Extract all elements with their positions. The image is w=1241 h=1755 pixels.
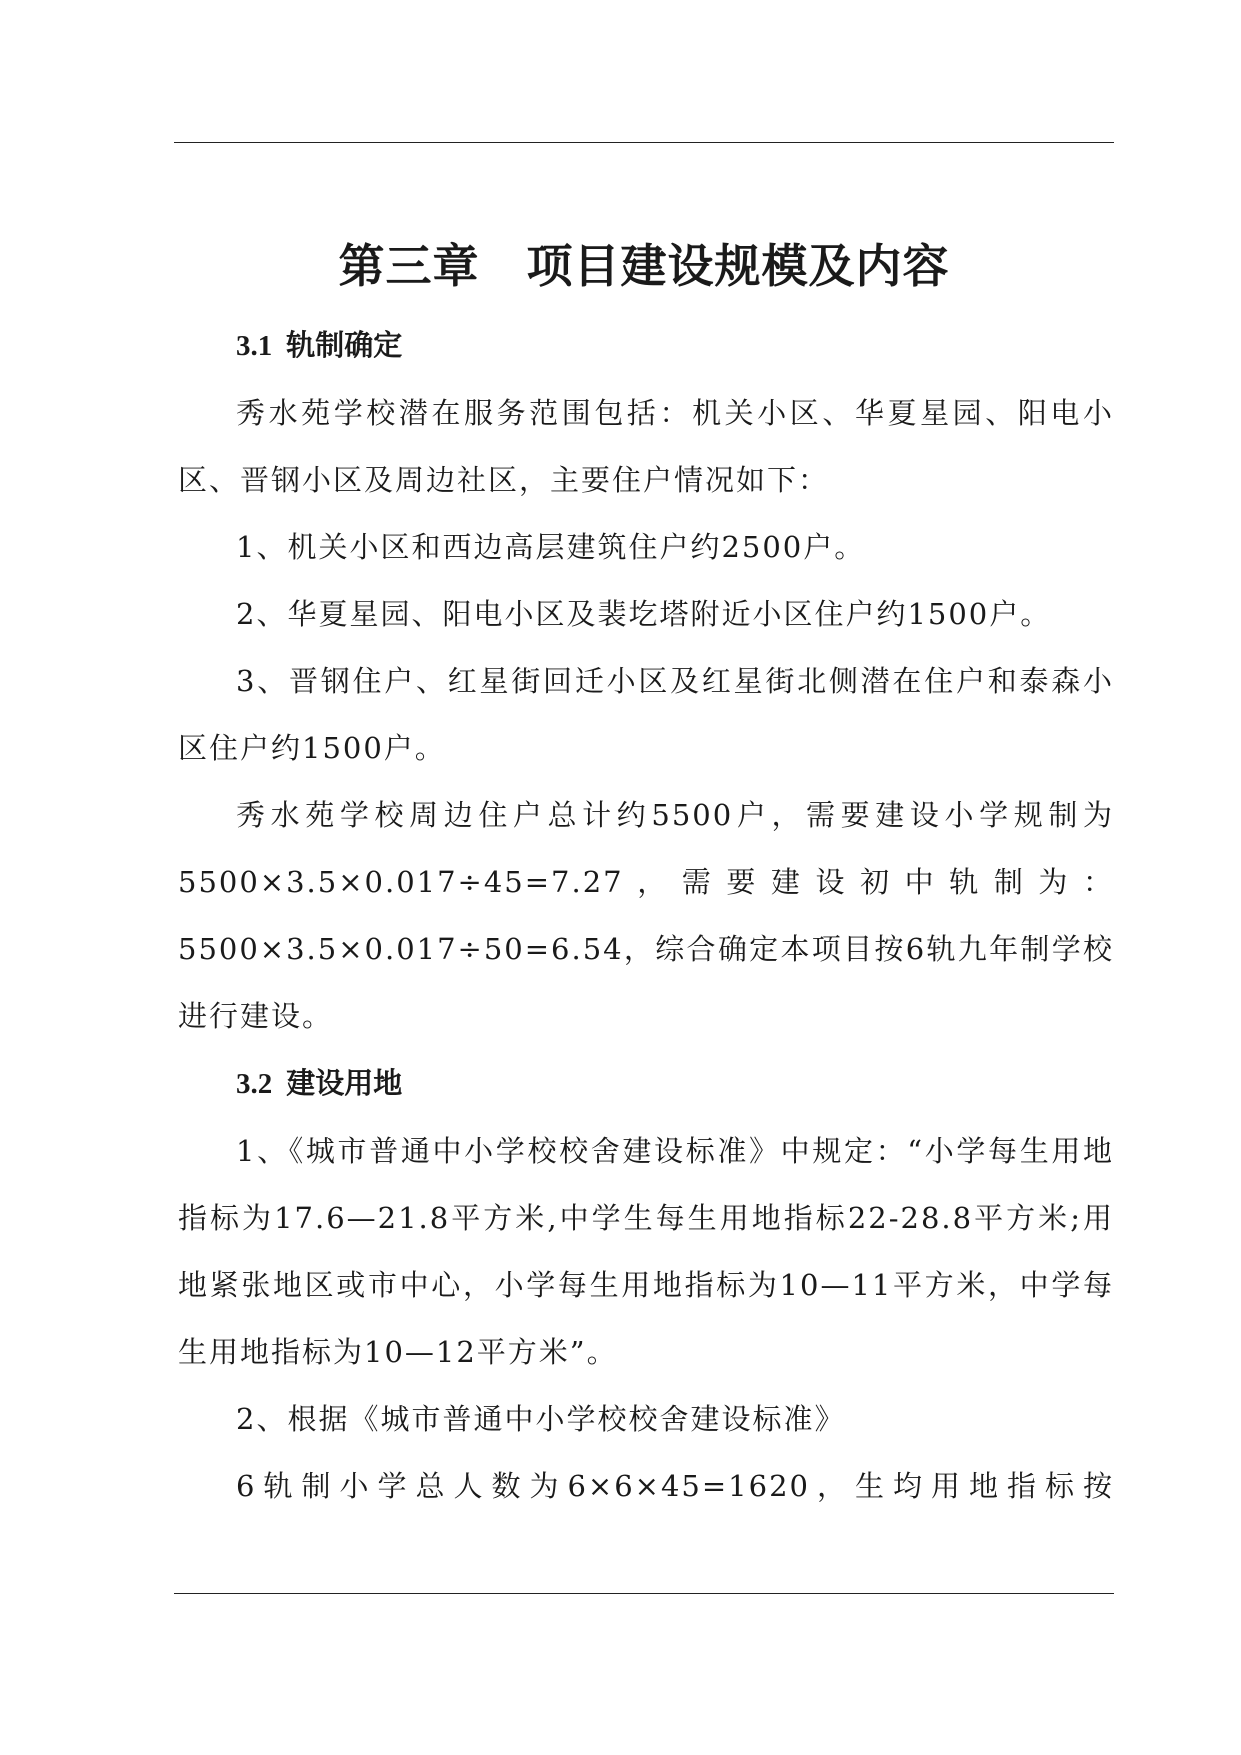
paragraph: 1、《城市普通中小学校校舍建设标准》中规定：“小学每生用地指标为17.6—21.8平方米,中学生每生用地指标22-28.8平方米;用地紧张地区或市中心，小学每生用地指标为10—11平方米，中学每生用地指标为10—12平方米”。 xyxy=(178,1134,1114,1369)
footer-rule xyxy=(174,1593,1114,1594)
header-rule xyxy=(174,142,1114,143)
section-title: 建设用地 xyxy=(286,1066,403,1100)
section-number: 3.2 xyxy=(236,1068,273,1100)
section-title: 轨制确定 xyxy=(286,328,403,362)
paragraph: 3、晋钢住户、红星街回迁小区及红星街北侧潜在住户和泰森小区住户约1500户。 xyxy=(178,664,1114,765)
paragraph: 2、根据《城市普通中小学校校舍建设标准》 xyxy=(236,1402,846,1436)
paragraph: 秀水苑学校潜在服务范围包括：机关小区、华夏星园、阳电小区、晋钢小区及周边社区，主要住户情况如下： xyxy=(178,396,1114,497)
section-number: 3.1 xyxy=(236,330,273,362)
paragraph: 秀水苑学校周边住户总计约5500户，需要建设小学规制为5500×3.5×0.017÷45=7.27，需要建设初中轨制为：5500×3.5×0.017÷50=6.54，综合确定本项目按6轨九年制学校进行建设。 xyxy=(178,798,1114,1033)
paragraph: 1、机关小区和西边高层建筑住户约2500户。 xyxy=(236,530,866,564)
document-body xyxy=(178,312,1114,1520)
paragraph: 2、华夏星园、阳电小区及裴圪塔附近小区住户约1500户。 xyxy=(236,597,1052,631)
chapter-title: 第三章 项目建设规模及内容 xyxy=(338,238,950,293)
section-heading-3-1 xyxy=(178,312,1114,380)
section-heading-3-2 xyxy=(178,1050,1114,1118)
paragraph: 6轨制小学总人数为6×6×45=1620，生均用地指标按 xyxy=(236,1469,1114,1503)
